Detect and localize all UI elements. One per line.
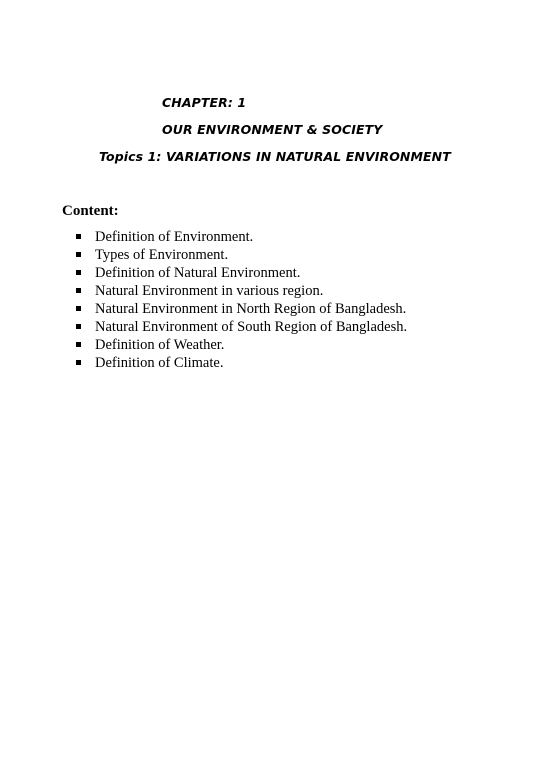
list-item xyxy=(76,282,407,300)
square-bullet-icon xyxy=(76,360,81,365)
list-item-text: Natural Environment of South Region of Bangladesh. xyxy=(95,319,408,335)
list-item-text: Definition of Climate. xyxy=(95,355,224,371)
topic-heading: Topics 1: VARIATIONS IN NATURAL ENVIRONMENT xyxy=(99,149,451,164)
list-item-text: Definition of Weather. xyxy=(95,337,225,353)
square-bullet-icon xyxy=(76,270,81,275)
square-bullet-icon xyxy=(76,288,81,293)
square-bullet-icon xyxy=(76,306,81,311)
list-item-text: Definition of Natural Environment. xyxy=(95,265,301,281)
list-item-text: Definition of Environment. xyxy=(95,229,254,245)
content-label: Content: xyxy=(62,203,119,219)
list-item xyxy=(76,300,407,318)
list-item xyxy=(76,354,407,372)
square-bullet-icon xyxy=(76,324,81,329)
chapter-heading: CHAPTER: 1 xyxy=(162,95,247,110)
list-item xyxy=(76,246,407,264)
list-item xyxy=(76,228,407,246)
list-item xyxy=(76,336,407,354)
content-list xyxy=(76,228,407,372)
list-item-text: Types of Environment. xyxy=(95,247,229,263)
list-item xyxy=(76,318,407,336)
square-bullet-icon xyxy=(76,234,81,239)
square-bullet-icon xyxy=(76,342,81,347)
list-item-text: Natural Environment in various region. xyxy=(95,283,324,299)
list-item-text: Natural Environment in North Region of Bangladesh. xyxy=(95,301,407,317)
chapter-title: OUR ENVIRONMENT & SOCIETY xyxy=(162,122,383,137)
square-bullet-icon xyxy=(76,252,81,257)
list-item xyxy=(76,264,407,282)
